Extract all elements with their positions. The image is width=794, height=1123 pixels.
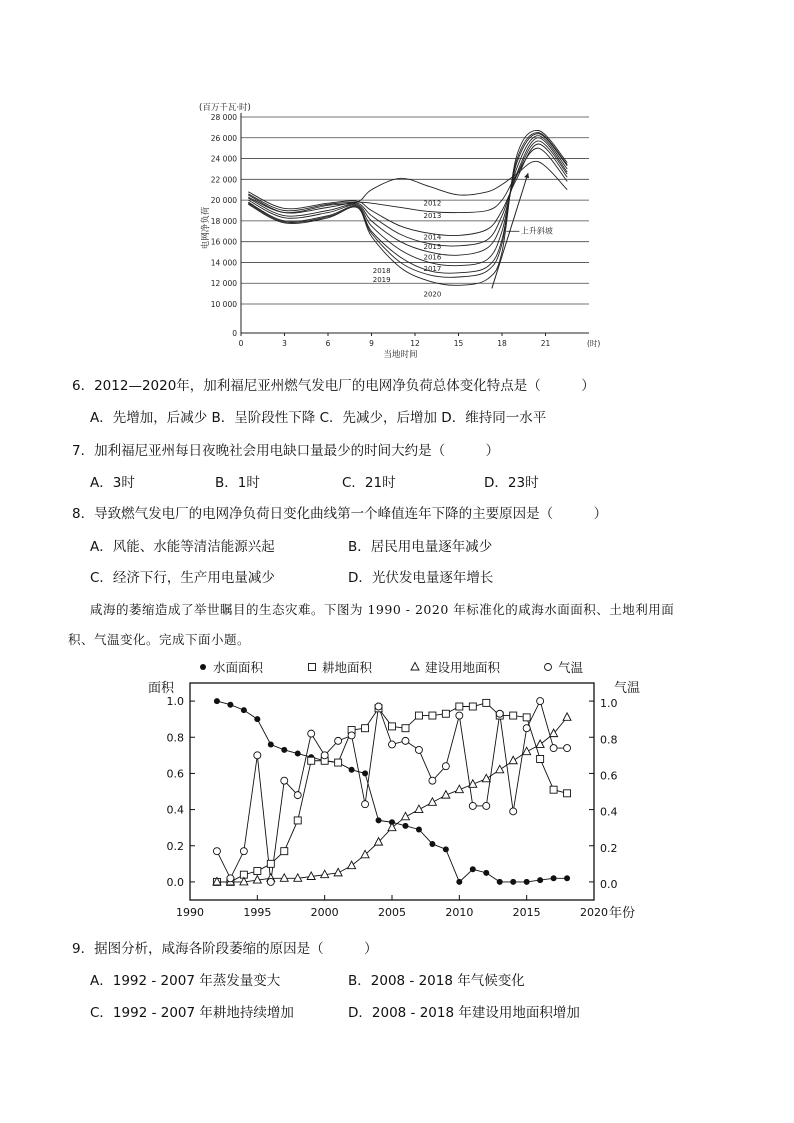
y-tick-label: 0.0 [166, 875, 184, 889]
data-point [321, 752, 328, 759]
data-point [415, 712, 422, 719]
data-point [281, 747, 287, 753]
series-line-2018 [248, 134, 567, 274]
data-point [281, 777, 288, 784]
question-8-text: 8．导致燃气发电厂的电网净负荷日变化曲线第一个峰值连年下降的主要原因是（ ） [72, 506, 608, 522]
legend-marker [411, 663, 419, 671]
y-tick-label: 16 000 [210, 237, 237, 247]
data-point [443, 846, 449, 852]
question-9-option-c: C．1992 - 2007 年耕地持续增加 [90, 1005, 294, 1021]
data-point [402, 725, 409, 732]
x-axis-label: 年份 [608, 906, 636, 921]
question-6-options: A．先增加，后减少 B．呈阶段性下降 C．先减少，后增加 D．维持同一水平 [90, 410, 547, 426]
series-label: 2015 [423, 242, 442, 251]
y-tick-label: 20 000 [210, 196, 237, 206]
data-point [214, 698, 220, 704]
y-tick-label: 18 000 [210, 216, 237, 226]
data-point [470, 866, 476, 872]
question-9-option-a: A．1992 - 2007 年蒸发量变大 [90, 973, 281, 989]
y-tick-label: 12 000 [210, 279, 237, 289]
y-axis-label: 电网净负荷 [201, 206, 211, 250]
data-point [335, 759, 342, 766]
data-point [349, 767, 355, 773]
question-7-text: 7．加利福尼亚州每日夜晚社会用电缺口量最少的时间大约是（ ） [72, 443, 500, 459]
series-line-2019 [248, 133, 567, 278]
aral-sea-chart [0, 655, 794, 935]
y-tick-label: 28 000 [210, 113, 237, 122]
y-tick-label: 10 000 [210, 300, 237, 309]
data-point [564, 745, 571, 752]
data-point [483, 802, 490, 809]
x-tick-label: 2015 [512, 906, 541, 919]
x-tick-label: 2020 [580, 906, 608, 919]
data-point [402, 823, 408, 829]
data-point [497, 879, 503, 885]
data-point [241, 707, 247, 713]
passage-line-2: 积、气温变化。完成下面小题。 [68, 632, 251, 647]
data-point [308, 730, 315, 737]
data-point [456, 879, 462, 885]
y-right-tick-label: 0.6 [600, 769, 618, 783]
data-point [294, 792, 301, 799]
data-point [254, 868, 261, 875]
series-line-2013 [248, 148, 567, 212]
data-point [469, 703, 476, 710]
data-point [375, 703, 382, 710]
data-point [429, 777, 436, 784]
data-point [510, 712, 517, 719]
data-point [469, 802, 476, 809]
data-point [334, 868, 342, 876]
data-point [416, 826, 422, 832]
data-point [523, 747, 531, 755]
data-point [294, 817, 301, 824]
data-point [362, 801, 369, 808]
data-point [348, 861, 356, 869]
data-point [281, 848, 288, 855]
net-load-chart [0, 0, 794, 370]
data-point [388, 823, 396, 831]
data-point [496, 765, 504, 773]
data-point [415, 746, 422, 753]
question-7-option-b: B．1时 [215, 475, 260, 491]
data-point [389, 723, 396, 730]
data-point [456, 712, 463, 719]
data-point [254, 752, 261, 759]
series-label: 2013 [423, 211, 442, 220]
passage-line-1: 咸海的萎缩造成了举世瞩目的生态灾难。下图为 1990 - 2020 年标准化的咸海水面面积、土地利用面 [90, 602, 675, 617]
y-right-tick-label: 0.4 [600, 805, 618, 819]
y-right-tick-label: 1.0 [600, 697, 618, 711]
data-point [227, 875, 234, 882]
data-point [402, 737, 409, 744]
y-tick-label: 0 [232, 329, 237, 338]
passage-intro [68, 595, 730, 655]
legend-marker [309, 664, 316, 671]
question-6-text: 6．2012—2020年，加利福尼亚州燃气发电厂的电网净负荷总体变化特点是（ ） [72, 378, 595, 394]
data-point [550, 745, 557, 752]
data-point [483, 699, 490, 706]
y-tick-label: 0.4 [166, 803, 184, 817]
y-unit: (百万千瓦·时) [199, 103, 251, 113]
legend-marker [545, 664, 552, 671]
question-7-option-c: C．21时 [342, 475, 396, 491]
x-tick-label: 9 [369, 339, 374, 348]
question-9-text: 9．据图分析，咸海各阶段萎缩的原因是（ ） [72, 941, 378, 957]
legend-label: 建设用地面积 [425, 660, 501, 675]
data-point [240, 848, 247, 855]
question-9-option-d: D．2008 - 2018 年建设用地面积增加 [348, 1005, 580, 1021]
legend-label: 耕地面积 [322, 660, 373, 675]
series-label: 2019 [372, 276, 391, 285]
x-tick-label: 18 [497, 339, 507, 348]
data-point [564, 790, 571, 797]
data-point [428, 798, 436, 806]
y-axis-label-right: 气温 [614, 681, 641, 696]
x-tick-label: 1990 [176, 906, 204, 919]
x-unit: (时) [587, 339, 601, 348]
data-point [308, 757, 315, 764]
data-point [389, 741, 396, 748]
data-point [482, 774, 490, 782]
data-point [537, 755, 544, 762]
annotation-ramp: 上升斜坡 [520, 226, 553, 236]
legend-label: 气温 [558, 660, 584, 675]
data-point [280, 874, 288, 882]
data-point [268, 741, 274, 747]
x-tick-label: 21 [540, 339, 551, 348]
data-point [550, 786, 557, 793]
x-tick-label: 12 [410, 339, 420, 348]
series-label: 2020 [423, 290, 442, 299]
y-tick-label: 0.6 [166, 767, 184, 781]
data-point [348, 732, 355, 739]
data-point [429, 841, 435, 847]
data-point [510, 808, 517, 815]
data-point [524, 879, 530, 885]
question-7-option-d: D．23时 [484, 475, 539, 491]
x-tick-label: 2005 [378, 906, 406, 919]
question-8-option-c: C．经济下行，生产用电量减少 [90, 570, 275, 586]
data-point [295, 751, 301, 757]
question-8-option-d: D．光伏发电量逐年增长 [348, 570, 494, 586]
data-point [361, 850, 369, 858]
y-tick-label: 0.8 [166, 731, 184, 745]
legend-label: 水面面积 [213, 660, 264, 675]
data-point [213, 848, 220, 855]
data-point [564, 875, 570, 881]
data-point [429, 712, 436, 719]
x-tick-label: 6 [325, 339, 331, 348]
data-point [267, 860, 274, 867]
data-point [335, 737, 342, 744]
y-tick-label: 1.0 [166, 695, 184, 709]
series-label: 2014 [423, 233, 442, 242]
data-point [362, 725, 369, 732]
data-point [415, 805, 423, 813]
y-tick-label: 24 000 [210, 154, 237, 164]
data-point [401, 812, 409, 820]
data-point [537, 877, 543, 883]
x-tick-label: 2000 [310, 906, 339, 919]
x-tick-label: 2010 [445, 906, 474, 919]
legend-marker [200, 664, 206, 670]
data-point [442, 763, 449, 770]
data-point [551, 875, 557, 881]
series-label: 2012 [423, 199, 442, 208]
question-9-option-b: B．2008 - 2018 年气候变化 [348, 973, 525, 989]
data-point [483, 870, 489, 876]
y-tick-label: 0.2 [166, 839, 184, 853]
data-point [362, 770, 368, 776]
data-point [536, 740, 544, 748]
series-label: 2018 [372, 266, 391, 275]
y-right-tick-label: 0.8 [600, 733, 618, 747]
y-tick-label: 26 000 [210, 133, 237, 143]
data-point [523, 725, 530, 732]
data-point [563, 713, 571, 721]
question-8-option-a: A．风能、水能等清洁能源兴起 [90, 539, 275, 555]
question-7-option-a: A．3时 [90, 475, 135, 491]
x-tick-label: 1995 [243, 906, 272, 919]
x-tick-label: 15 [453, 339, 464, 348]
data-point [376, 817, 382, 823]
y-right-tick-label: 0.0 [600, 877, 618, 891]
y-tick-label: 14 000 [210, 258, 237, 268]
data-point [523, 714, 530, 721]
data-point [537, 698, 544, 705]
data-point [267, 878, 274, 885]
data-point [509, 756, 517, 764]
x-tick-label: 3 [282, 339, 287, 348]
data-point [496, 710, 503, 717]
data-point [456, 703, 463, 710]
question-8-option-b: B．居民用电量逐年减少 [348, 539, 493, 555]
series-label: 2017 [423, 264, 442, 273]
y-right-tick-label: 0.2 [600, 841, 618, 855]
y-axis-label-left: 面积 [148, 681, 175, 696]
data-point [254, 716, 260, 722]
x-tick-label: 0 [238, 339, 244, 348]
series-label: 2016 [423, 253, 442, 262]
data-point [442, 710, 449, 717]
data-point [510, 879, 516, 885]
x-axis-label: 当地时间 [383, 350, 418, 360]
data-point [227, 702, 233, 708]
y-tick-label: 22 000 [210, 175, 237, 185]
